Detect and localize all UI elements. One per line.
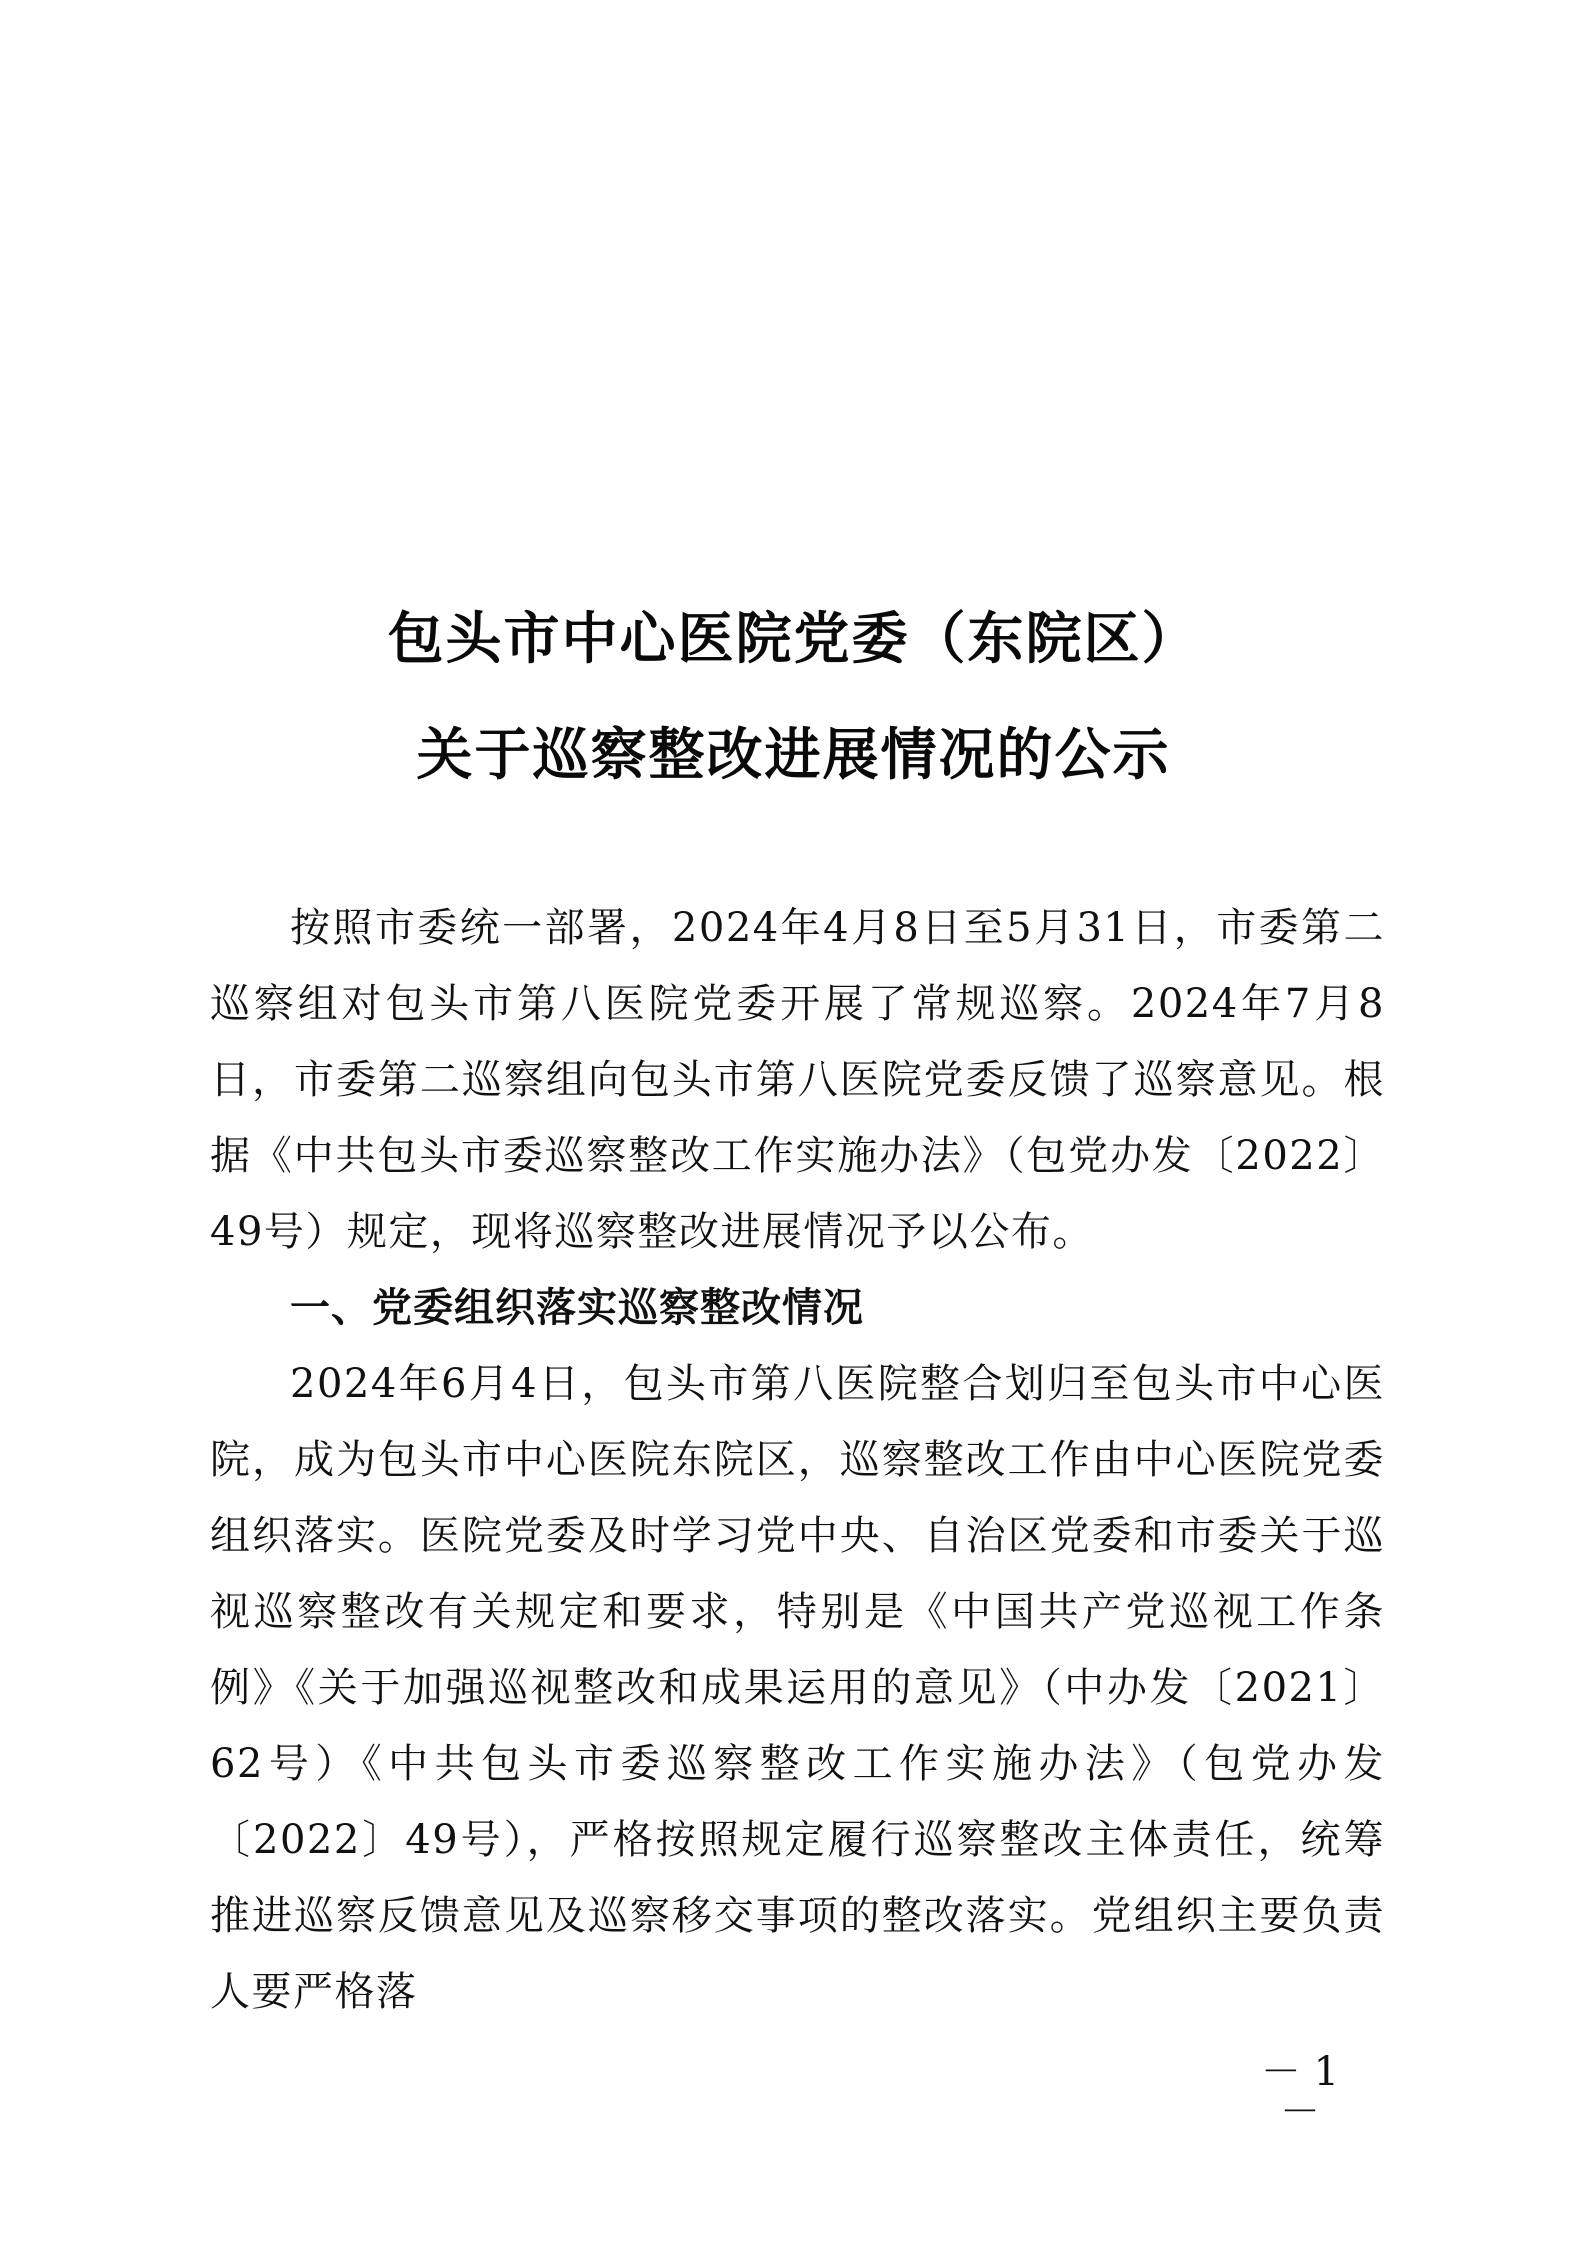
document-title-line-1: 包头市中心医院党委（东院区） [387,607,1200,672]
section-heading: 一、党委组织落实巡察整改情况 [290,1285,864,1331]
section-paragraph: 2024年6月4日，包头市第八医院整合划归至包头市中心医院，成为包头市中心医院东院区，巡察整改工作由中心医院党委组织落实。医院党委及时学习党中央、自治区党委和市委关于巡视巡察整改有关规定和要求，特别是《中国共产党巡视工作条例》《关于加强巡视整改和成果运用的意见》（中办发〔2021〕62号）《中共包头市委巡察整改工作实施办法》（包党办发〔2022〕49号），严格按照规定履行巡察整改主体责任，统筹推进巡察反馈意见及巡察移交事项的整改落实。党组织主要负责人要严格落 [210,1361,1385,2015]
document-title-line-2: 关于巡察整改进展情况的公示 [416,723,1171,788]
document-body [210,890,1385,2030]
intro-paragraph: 按照市委统一部署，2024年4月8日至5月31日，市委第二巡察组对包头市第八医院党委开展了常规巡察。2024年7月8日，市委第二巡察组向包头市第八医院党委反馈了巡察意见。根据《中共包头市委巡察整改工作实施办法》（包党办发〔2022〕49号）规定，现将巡察整改进展情况予以公布。 [210,905,1385,1255]
page-number: － 1 － [1260,2049,1340,2135]
